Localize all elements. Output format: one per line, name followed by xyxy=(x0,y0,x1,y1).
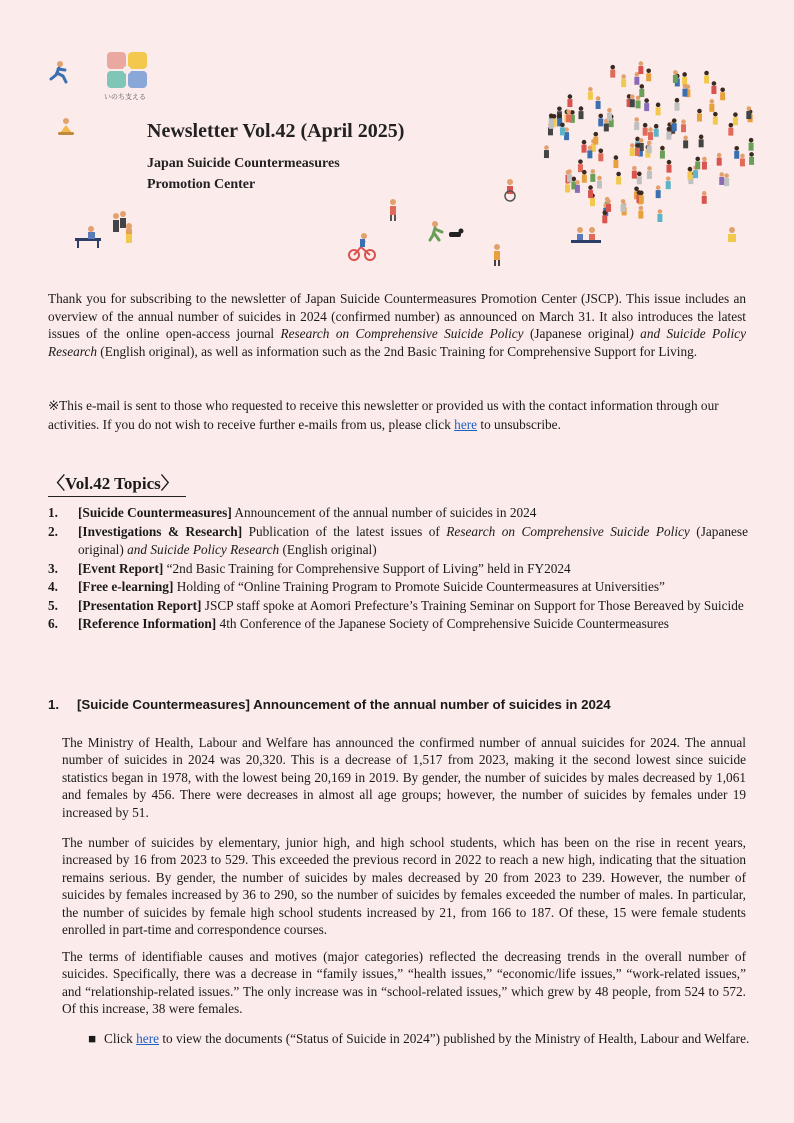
org-line-1: Japan Suicide Countermeasures xyxy=(147,156,340,171)
topic-tag: [Presentation Report] xyxy=(78,597,202,613)
topic-number: 4. xyxy=(48,579,58,594)
wheelchair-user-icon xyxy=(500,178,522,202)
crowd-person-icon xyxy=(702,157,707,170)
crowd-person-icon xyxy=(575,180,580,193)
topic-text: (English original) xyxy=(279,542,377,557)
crowd-person-icon xyxy=(582,170,587,183)
topic-item xyxy=(48,597,748,616)
crowd-person-icon xyxy=(588,185,593,198)
crowd-person-icon xyxy=(666,127,671,140)
crowd-person-icon xyxy=(593,132,598,145)
notice-text-1: ※This e-mail is sent to those who requested to receive this newsletter or provided us with the contact information through our activities. If you do not wish to receive further e-mails from us, please click xyxy=(48,398,719,432)
crowd-person-icon xyxy=(602,210,607,223)
crowd-person-icon xyxy=(621,199,626,212)
crowd-person-icon xyxy=(607,108,612,121)
crowd-person-icon xyxy=(637,172,642,185)
section-1-paragraph-1: The Ministry of Health, Labour and Welfare has announced the confirmed number of annual suicides for 2024. The annual number of suicides in 2024 was 20,320. This is a decrease of 1,517 from 2023, making it the second lowest since suicide statistics began in 1978, with the lowest being 20,169 in 2019. By gender, the number of suicides by males decreased by 1,061 and females by 456. There were decreases in almost all age groups; however, the number of suicides by females under 19 increased by 51. xyxy=(62,735,746,820)
crowd-person-icon xyxy=(654,124,659,137)
crowd-person-icon xyxy=(734,146,739,159)
crowd-person-icon xyxy=(578,106,583,119)
crowd-person-icon xyxy=(666,176,671,189)
crowd-person-icon xyxy=(681,119,686,132)
crowd-person-icon xyxy=(644,98,649,111)
section-1-paragraph-2: The number of suicides by elementary, junior high, and high school students, which has been on the rise in recent years, increased by 16 from 2023 to 529. This exceeded the previous record in 2022 to reach a new high, indicating that the situation remains serious. By gender, the number of suicides by males decreased by 20 from 2023 to 239. However, the number of suicides by females increased by 36 to 290, so the number of suicides by females exceeded the number of males. In particular, the number of suicides by female high school students increased by 21, from 166 to 187. Of these, 15 were female students enrolled in part-time and correspondence courses. xyxy=(62,835,746,938)
topic-item xyxy=(48,615,748,634)
topic-item xyxy=(48,504,748,523)
crowd-person-icon xyxy=(667,160,672,173)
crowd-person-icon xyxy=(713,112,718,125)
square-bullet-icon: ■ xyxy=(88,1031,97,1046)
topic-item xyxy=(48,578,748,597)
crowd-person-icon xyxy=(596,96,601,109)
crowd-person-icon xyxy=(704,71,709,84)
crowd-person-icon xyxy=(566,110,571,123)
crowd-person-icon xyxy=(687,167,692,180)
intro-text-1: Thank you for subscribing to the newsletter of Japan Suicide Countermeasures Promotion Center (JSCP). This issue includes an overview of the annual number of suicides in 2024 (confirmed number) as announced on March 31. It also introduces the latest issues of the online open-access journal xyxy=(48,291,746,342)
crowd-person-icon xyxy=(733,112,738,125)
crowd-person-icon xyxy=(630,143,635,156)
topics-heading: 〈Vol.42 Topics〉 xyxy=(48,469,186,497)
standing-person-icon xyxy=(491,243,503,267)
journal-title-english: Suicide Policy Research xyxy=(48,326,746,359)
intro-text-2b: ) and xyxy=(629,326,667,342)
crowd-person-icon xyxy=(598,114,603,127)
crowd-person-icon xyxy=(630,94,635,107)
crowd-person-icon xyxy=(719,172,724,185)
child-icon xyxy=(386,198,400,222)
crowd-person-icon xyxy=(544,145,549,158)
crowd-person-icon xyxy=(682,84,687,97)
bench-people-icon xyxy=(570,226,602,248)
crowd-person-icon xyxy=(606,199,611,212)
organization-name xyxy=(147,153,340,195)
crowd-person-icon xyxy=(673,70,678,83)
intro-paragraph xyxy=(48,290,746,360)
section-number: 1. xyxy=(48,697,60,712)
newsletter-header xyxy=(0,0,794,280)
crowd-person-icon xyxy=(648,127,653,140)
crowd-person-icon xyxy=(643,123,648,136)
crowd-person-icon xyxy=(634,117,639,130)
crowd-person-icon xyxy=(582,140,587,153)
meditating-person-icon xyxy=(56,117,76,137)
crowd-person-icon xyxy=(621,74,626,87)
logo-caption: いのち支える xyxy=(104,93,146,101)
topic-tag: [Free e-learning] xyxy=(78,579,174,594)
crowd-person-icon xyxy=(610,65,615,78)
topic-number: 3. xyxy=(48,560,58,576)
jscp-logo-icon xyxy=(107,52,147,88)
crowd-person-icon xyxy=(717,153,722,166)
crowd-person-icon xyxy=(632,166,637,179)
topic-tag: [Event Report] xyxy=(78,560,164,576)
cyclist-icon xyxy=(347,232,377,262)
bullet-text-2: to view the documents (“Status of Suicide in 2024”) published by the Ministry of Health, Labour and Welfare. xyxy=(159,1031,750,1046)
topic-journal-title: and Suicide Policy Research xyxy=(127,542,280,557)
topic-text: JSCP staff spoke at Aomori Prefecture’s Training Seminar on Support for Those Bereaved by Suicide xyxy=(201,597,744,613)
crowd-person-icon xyxy=(616,172,621,185)
crowd-person-icon xyxy=(695,157,700,170)
intro-text-3: (English original), as well as information such as the 2nd Basic Training for Comprehensive Support for Living. xyxy=(96,343,698,359)
journal-title-japanese: Research on Comprehensive Suicide Policy xyxy=(280,326,524,342)
crowd-person-icon xyxy=(636,96,641,109)
crowd-person-icon xyxy=(647,141,652,154)
crowd-person-icon xyxy=(635,143,640,156)
crowd-person-icon xyxy=(588,87,593,100)
crowd-person-icon xyxy=(682,72,687,85)
crowd-person-icon xyxy=(720,87,725,100)
crowd-person-icon xyxy=(728,123,733,136)
crowd-person-icon xyxy=(638,206,643,219)
crowd-person-icon xyxy=(711,81,716,94)
crowd-person-icon xyxy=(749,152,754,165)
crowd-person-icon xyxy=(702,191,707,204)
person-with-dog-icon xyxy=(427,220,465,242)
crowd-person-icon xyxy=(683,136,688,149)
topics-list xyxy=(48,504,748,634)
documents-bullet xyxy=(88,1030,764,1047)
section-1-heading xyxy=(48,697,611,712)
crowd-person-icon xyxy=(657,209,662,222)
section-title: [Suicide Countermeasures] Announcement of the annual number of suicides in 2024 xyxy=(77,697,611,712)
crowd-person-icon xyxy=(578,159,583,172)
crowd-person-icon xyxy=(567,94,572,107)
crowd-illustration xyxy=(535,55,765,225)
topic-number: 1. xyxy=(48,505,58,520)
crowd-person-icon xyxy=(590,169,595,182)
newsletter-title: Newsletter Vol.42 (April 2025) xyxy=(147,120,405,142)
crowd-person-icon xyxy=(656,103,661,116)
crowd-person-icon xyxy=(613,155,618,168)
topic-number: 6. xyxy=(48,616,58,631)
topic-text: “2nd Basic Training for Comprehensive Support of Living” held in FY2024 xyxy=(163,560,571,576)
unsubscribe-link[interactable]: here xyxy=(454,417,478,432)
topic-number: 5. xyxy=(48,597,58,613)
topic-journal-title: Research on Comprehensive Suicide Policy xyxy=(446,523,690,539)
crowd-person-icon xyxy=(740,154,745,167)
crowd-person-icon xyxy=(567,169,572,182)
crowd-person-icon xyxy=(724,173,729,186)
bullet-text-1: Click xyxy=(104,1031,137,1046)
topic-number: 2. xyxy=(48,523,58,539)
intro-text-2: (Japanese original xyxy=(523,326,630,342)
crowd-person-icon xyxy=(639,191,644,204)
crowd-person-icon xyxy=(587,146,592,159)
crowd-person-icon xyxy=(560,123,565,136)
topic-item xyxy=(48,523,748,560)
couple-standing-icon xyxy=(118,210,134,248)
topic-text: (Japanese original) xyxy=(78,523,748,557)
crowd-person-icon xyxy=(699,135,704,148)
running-person-icon xyxy=(48,60,70,84)
topic-tag: [Suicide Countermeasures] xyxy=(78,505,232,520)
topic-text: Announcement of the annual number of suicides in 2024 xyxy=(231,505,537,520)
topic-text: Publication of the latest issues of xyxy=(242,523,447,539)
crowd-person-icon xyxy=(672,118,677,131)
crowd-person-icon xyxy=(749,138,754,151)
crowd-person-icon xyxy=(697,109,702,122)
crowd-person-icon xyxy=(674,98,679,111)
topic-tag: [Investigations & Research] xyxy=(78,523,243,539)
crowd-person-icon xyxy=(647,166,652,179)
crowd-person-icon xyxy=(656,185,661,198)
crowd-person-icon xyxy=(639,84,644,97)
crowd-person-icon xyxy=(597,176,602,189)
notice-text-2: to unsubscribe. xyxy=(477,417,561,432)
unsubscribe-notice xyxy=(48,396,746,434)
crowd-person-icon xyxy=(660,146,665,159)
topic-tag: [Reference Information] xyxy=(78,616,217,631)
sitting-person-icon xyxy=(725,226,739,246)
crowd-person-icon xyxy=(646,69,651,82)
topic-text: Holding of “Online Training Program to Promote Suicide Countermeasures at Universities” xyxy=(173,579,665,594)
section-1-paragraph-3: The terms of identifiable causes and motives (major categories) reflected the decreasing trends in the overall number of suicides. Specifically, there was a decrease in “family issues,” “health issues,” “economic/life issues,” “work-related issues,” and “relationship-related issues.” The only increase was in “school-related issues,” which grew by 48 people, from 524 to 572. Of this increase, 38 were females. xyxy=(62,949,746,1017)
topic-text: 4th Conference of the Japanese Society of Comprehensive Suicide Countermeasures xyxy=(216,616,669,631)
crowd-person-icon xyxy=(549,113,554,126)
topic-item xyxy=(48,560,748,579)
crowd-person-icon xyxy=(598,149,603,162)
crowd-person-icon xyxy=(709,99,714,112)
org-line-2: Promotion Center xyxy=(147,177,256,192)
crowd-person-icon xyxy=(638,61,643,74)
mhlw-documents-link[interactable]: here xyxy=(136,1031,160,1046)
crowd-person-icon xyxy=(746,106,751,119)
